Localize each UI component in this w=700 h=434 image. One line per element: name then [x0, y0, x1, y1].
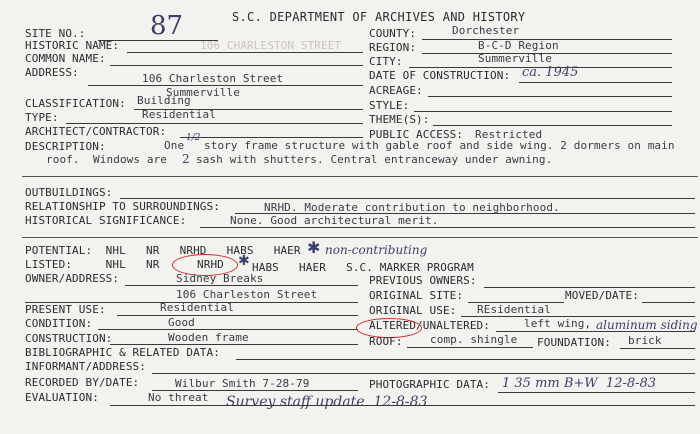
type-label: TYPE: — [25, 111, 59, 124]
common-name-label: COMMON NAME: — [25, 52, 106, 65]
altered-label: ALTERED/UNALTERED: — [369, 319, 491, 332]
city-value: Summerville — [478, 52, 552, 65]
moved-label: MOVED/DATE: — [565, 289, 639, 302]
significance-line — [200, 227, 695, 228]
photo-value: 1 35 mm B+W 12-8-83 — [502, 376, 657, 391]
evaluation-note: Survey staff update 12-8-83 — [226, 394, 428, 410]
listed-label: LISTED: NHL NR — [25, 258, 160, 271]
present-use-line — [117, 315, 358, 316]
altered-note: aluminum siding — [596, 318, 698, 332]
foundation-value: brick — [628, 334, 662, 347]
acreage-label: ACREAGE: — [369, 84, 423, 97]
page-title: S.C. DEPARTMENT OF ARCHIVES AND HISTORY — [232, 10, 526, 24]
relationship-value: NRHD. Moderate contribution to neighborhood. — [264, 201, 560, 214]
owner-line1: Sidney Breaks — [176, 272, 264, 285]
relationship-label: RELATIONSHIP TO SURROUNDINGS: — [25, 200, 220, 213]
previous-owners-label: PREVIOUS OWNERS: — [369, 274, 477, 287]
historic-name-label: HISTORIC NAME: — [25, 39, 120, 52]
section-divider-1 — [22, 176, 698, 177]
previous-owners-line — [484, 287, 695, 288]
roof-label: ROOF: — [369, 335, 403, 348]
doc-value: ca. 1945 — [522, 65, 579, 80]
informant-line — [152, 373, 695, 374]
moved-line — [642, 302, 695, 303]
condition-label: CONDITION: — [25, 317, 93, 330]
listed-rest: HABS HAER S.C. MARKER PROGRAM — [252, 261, 474, 274]
region-value: B-C-D Region — [478, 39, 559, 52]
original-site-label: ORIGINAL SITE: — [369, 289, 464, 302]
description-two: 2 — [182, 152, 190, 166]
doc-line — [519, 82, 672, 83]
construction-value: Wooden frame — [168, 331, 249, 344]
themes-label: THEME(S): — [369, 113, 430, 126]
construction-label: CONSTRUCTION: — [25, 332, 113, 345]
present-use-label: PRESENT USE: — [25, 303, 106, 316]
biblio-label: BIBLIOGRAPHIC & RELATED DATA: — [25, 346, 220, 359]
description-line2a: roof. Windows are — [46, 153, 168, 166]
outbuildings-label: OUTBUILDINGS: — [25, 186, 113, 199]
outbuildings-line — [120, 198, 695, 199]
evaluation-label: EVALUATION: — [25, 391, 99, 404]
owner-line2: 106 Charleston Street — [176, 288, 318, 301]
architect-label: ARCHITECT/CONTRACTOR: — [25, 125, 167, 138]
classification-value: Building — [137, 94, 191, 107]
significance-value: None. Good architectural merit. — [230, 214, 439, 227]
roof-line — [407, 347, 533, 348]
foundation-label: FOUNDATION: — [537, 336, 611, 349]
photo-line — [498, 392, 695, 393]
original-use-label: ORIGINAL USE: — [369, 304, 457, 317]
type-line — [66, 123, 363, 124]
description-label: DESCRIPTION: — [25, 140, 106, 153]
informant-label: INFORMANT/ADDRESS: — [25, 360, 147, 373]
description-half: 1/2 — [186, 133, 201, 143]
style-line — [414, 111, 672, 112]
themes-line — [433, 125, 672, 126]
city-label: CITY: — [369, 55, 403, 68]
potential-label: POTENTIAL: NHL NR NRHD HABS HAER — [25, 244, 301, 257]
evaluation-value: No threat — [148, 391, 209, 404]
description-line1: story frame structure with gable roof and side wing. 2 dormers on main — [204, 139, 675, 152]
address-line2: Summerville — [166, 86, 240, 99]
county-value: Dorchester — [452, 24, 520, 37]
classification-label: CLASSIFICATION: — [25, 97, 126, 110]
foundation-line — [620, 348, 695, 349]
acreage-line — [428, 96, 672, 97]
potential-note: non-contributing — [325, 243, 428, 257]
site-no-value: 87 — [150, 11, 184, 41]
common-name-line — [110, 65, 363, 66]
address-label: ADDRESS: — [25, 66, 79, 79]
public-access-value: Restricted — [475, 128, 543, 141]
condition-line — [98, 329, 358, 330]
recorded-value: Wilbur Smith 7-28-79 — [175, 377, 310, 390]
architect-line — [180, 137, 363, 138]
altered-line — [496, 331, 695, 332]
style-label: STYLE: — [369, 99, 410, 112]
type-value: Residential — [142, 108, 216, 121]
asterisk-mark-2: ✱ — [238, 253, 250, 269]
description-one: One — [164, 139, 185, 152]
construction-line — [110, 344, 358, 345]
evaluation-line — [110, 405, 695, 406]
listed-nrhd: NRHD — [197, 258, 224, 271]
owner-label: OWNER/ADDRESS: — [25, 272, 120, 285]
owner-line-1 — [125, 285, 358, 286]
roof-value: comp. shingle — [430, 333, 518, 346]
description-line2b: sash with shutters. Central entranceway under awning. — [196, 153, 553, 166]
asterisk-mark-1: ✱ — [307, 238, 321, 257]
site-no-label: SITE NO.: — [25, 27, 86, 40]
original-use-value: REsidential — [477, 303, 551, 316]
region-label: REGION: — [369, 41, 417, 54]
public-access-label: PUBLIC ACCESS: — [369, 128, 464, 141]
historic-name-line — [127, 52, 363, 53]
address-line1: 106 Charleston Street — [142, 72, 284, 85]
recorded-label: RECORDED BY/DATE: — [25, 376, 140, 389]
altered-value: left wing, — [524, 317, 592, 330]
present-use-value: Residential — [160, 301, 234, 314]
doc-label: DATE OF CONSTRUCTION: — [369, 69, 511, 82]
historic-name-value: 106 CHARLESTON STREET — [200, 39, 342, 52]
photo-label: PHOTOGRAPHIC DATA: — [369, 378, 491, 391]
significance-label: HISTORICAL SIGNIFICANCE: — [25, 214, 187, 227]
condition-value: Good — [168, 316, 195, 329]
county-label: COUNTY: — [369, 27, 417, 40]
section-divider-2 — [22, 237, 698, 238]
biblio-line — [236, 359, 695, 360]
